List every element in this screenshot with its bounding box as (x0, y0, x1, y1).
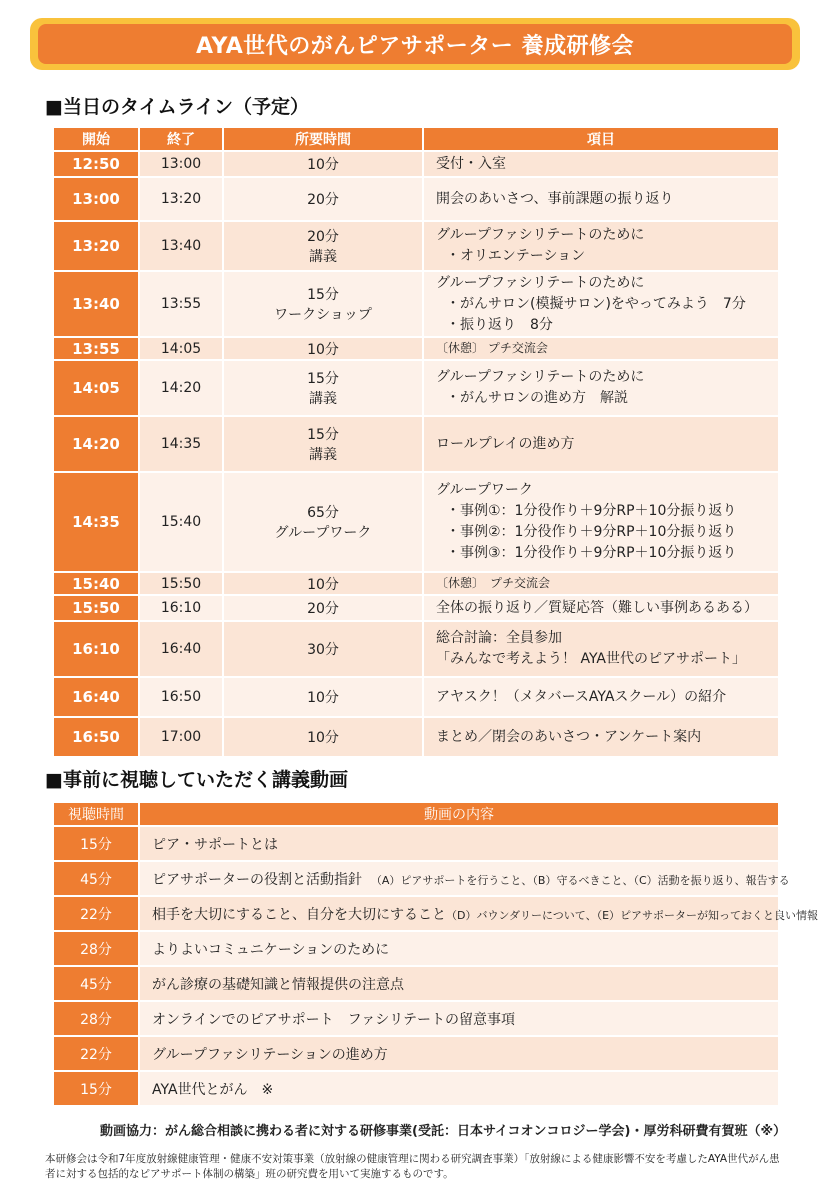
timeline-row (53, 177, 779, 221)
timeline-header-row (53, 127, 779, 151)
video-title: がん診療の基礎知識と情報提供の注意点 (152, 976, 404, 993)
session-type: 講義 (309, 249, 337, 265)
duration-minutes: 10分 (307, 690, 339, 706)
duration-minutes: 20分 (307, 229, 339, 245)
item-sub: ・オリエンテーション (446, 248, 586, 264)
item-title: 受付・入室 (436, 155, 506, 172)
item (423, 595, 779, 621)
duration-minutes: 30分 (307, 642, 339, 658)
timeline-heading: ■当日のタイムライン（予定） (45, 96, 310, 118)
video-duration: 45分 (53, 966, 139, 1001)
header-item: 項目 (423, 127, 779, 151)
video-credit: 動画協力：がん総合相談に携わる者に対する研修事業(受託：日本サイコオンコロジー学会)・厚労科研費有賀班（※） (100, 1124, 787, 1139)
video-duration: 15分 (53, 826, 139, 861)
item-sub: ・振り返り 8分 (446, 316, 553, 333)
duration-minutes: 15分 (307, 427, 339, 443)
duration (223, 271, 423, 337)
video-title: ピア・サポートとは (152, 836, 278, 853)
item (423, 360, 779, 416)
start-time: 14:20 (53, 416, 139, 472)
video-duration: 45分 (53, 861, 139, 896)
item (423, 416, 779, 472)
video-title: 相手を大切にすること、自分を大切にすること (152, 906, 446, 923)
video-description (139, 896, 819, 931)
duration (223, 360, 423, 416)
video-row (53, 966, 779, 1001)
item-title: 全体の振り返り／質疑応答（難しい事例あるある） (436, 599, 758, 616)
start-time: 13:20 (53, 221, 139, 271)
video-row (53, 826, 779, 861)
session-type: 講義 (309, 447, 337, 463)
timeline-row (53, 595, 779, 621)
start-time: 16:40 (53, 677, 139, 717)
start-time: 15:50 (53, 595, 139, 621)
timeline-table (52, 126, 780, 758)
start-time: 13:40 (53, 271, 139, 337)
duration (223, 572, 423, 595)
video-description (139, 826, 779, 861)
item-title: グループファシリテートのために (436, 274, 645, 291)
header-video-content: 動画の内容 (139, 802, 779, 826)
video-row (53, 896, 779, 931)
item (423, 572, 779, 595)
session-type: 講義 (309, 391, 337, 407)
end-time: 13:00 (139, 151, 223, 177)
duration-minutes: 20分 (307, 192, 339, 208)
video-duration: 22分 (53, 1036, 139, 1071)
item (423, 151, 779, 177)
item-sub: ・事例②：1分役作り＋9分RP＋10分振り返り (446, 524, 737, 540)
duration (223, 472, 423, 572)
video-description (139, 861, 790, 896)
item (423, 472, 779, 572)
item-title: グループワーク (436, 482, 533, 498)
item (423, 271, 779, 337)
video-description (139, 931, 779, 966)
video-row (53, 1001, 779, 1036)
start-time: 16:10 (53, 621, 139, 677)
end-time: 14:20 (139, 360, 223, 416)
title-banner (30, 18, 800, 70)
video-duration: 28分 (53, 1001, 139, 1036)
duration (223, 151, 423, 177)
end-time: 15:40 (139, 472, 223, 572)
session-type: グループワーク (274, 525, 372, 541)
session-type: ワークショップ (274, 307, 372, 323)
header-end: 終了 (139, 127, 223, 151)
item-title: 〔休憩〕 プチ交流会 (436, 576, 551, 590)
video-description (139, 1001, 779, 1036)
video-description (139, 966, 779, 1001)
timeline-row (53, 472, 779, 572)
duration-minutes: 20分 (307, 601, 339, 617)
item (423, 177, 779, 221)
item (423, 337, 779, 360)
timeline-row (53, 572, 779, 595)
end-time: 13:55 (139, 271, 223, 337)
timeline-row (53, 677, 779, 717)
duration (223, 595, 423, 621)
item-title: グループファシリテートのために (436, 227, 645, 243)
funding-footnote: 本研修会は令和7年度放射線健康管理・健康不安対策事業（放射線の健康管理に関わる研究調査事業）「放射線による健康影響不安を考慮したAYA世代がん患者に対する包括的なピアサポート体制の構築」班の研究費を用いて実施するものです。 (45, 1153, 780, 1180)
video-row (53, 861, 779, 896)
video-title: AYA世代とがん ※ (152, 1081, 274, 1098)
video-title: ピアサポーターの役割と活動指針 (152, 871, 362, 888)
duration (223, 416, 423, 472)
end-time: 16:40 (139, 621, 223, 677)
item-title: まとめ／閉会のあいさつ・アンケート案内 (436, 728, 702, 745)
duration-minutes: 10分 (307, 157, 339, 173)
duration-minutes: 10分 (307, 341, 339, 358)
start-time: 13:00 (53, 177, 139, 221)
end-time: 16:50 (139, 677, 223, 717)
item-sub: ・事例①：1分役作り＋9分RP＋10分振り返り (446, 503, 737, 519)
video-title: グループファシリテーションの進め方 (152, 1046, 388, 1063)
duration-minutes: 15分 (307, 371, 339, 387)
item-title: 総合討論：全員参加 (436, 630, 562, 646)
end-time: 13:40 (139, 221, 223, 271)
videos-heading: ■事前に視聴していただく講義動画 (45, 769, 348, 791)
start-time: 13:55 (53, 337, 139, 360)
item-sub: ・がんサロンの進め方 解説 (446, 390, 628, 406)
duration-minutes: 15分 (307, 287, 339, 303)
item-sub: 「みんなで考えよう！ AYA世代のピアサポート」 (436, 651, 746, 667)
item-title: 開会のあいさつ、事前課題の振り返り (436, 190, 674, 207)
item-sub: ・事例③：1分役作り＋9分RP＋10分振り返り (446, 545, 737, 561)
item-title: グループファシリテートのために (436, 369, 645, 385)
duration (223, 337, 423, 360)
item-title: アヤスク！（メタバースAYAスクール）の紹介 (436, 688, 727, 705)
duration (223, 177, 423, 221)
timeline-row (53, 151, 779, 177)
video-row (53, 1036, 779, 1071)
video-description (139, 1036, 779, 1071)
duration (223, 621, 423, 677)
duration (223, 221, 423, 271)
timeline-row (53, 717, 779, 757)
end-time: 15:50 (139, 572, 223, 595)
video-row (53, 931, 779, 966)
item (423, 677, 779, 717)
timeline-row (53, 221, 779, 271)
item (423, 621, 779, 677)
timeline-row (53, 416, 779, 472)
videos-table (52, 801, 819, 1107)
videos-header-row (53, 802, 779, 826)
start-time: 16:50 (53, 717, 139, 757)
timeline-row (53, 621, 779, 677)
end-time: 14:35 (139, 416, 223, 472)
video-note: （A）ピアサポートを行うこと、（B）守るべきこと、（C）活動を振り返り、報告する (370, 873, 790, 887)
header-duration: 所要時間 (223, 127, 423, 151)
duration (223, 717, 423, 757)
timeline-row (53, 271, 779, 337)
timeline-row (53, 337, 779, 360)
item-title: 〔休憩〕 プチ交流会 (436, 341, 548, 355)
header-start: 開始 (53, 127, 139, 151)
start-time: 12:50 (53, 151, 139, 177)
video-description (139, 1071, 779, 1106)
video-row (53, 1071, 779, 1106)
end-time: 16:10 (139, 595, 223, 621)
item-sub: ・がんサロン(模擬サロン)をやってみよう 7分 (446, 295, 746, 312)
end-time: 13:20 (139, 177, 223, 221)
item (423, 221, 779, 271)
start-time: 14:05 (53, 360, 139, 416)
item-title: ロールプレイの進め方 (436, 435, 575, 452)
duration-minutes: 10分 (307, 576, 339, 593)
video-note: （D）バウンダリーについて、（E）ピアサポーターが知っておくと良い情報 (446, 908, 819, 922)
duration-minutes: 10分 (307, 730, 339, 746)
duration-minutes: 65分 (307, 505, 339, 521)
start-time: 15:40 (53, 572, 139, 595)
header-watch-time: 視聴時間 (53, 802, 139, 826)
end-time: 14:05 (139, 337, 223, 360)
item (423, 717, 779, 757)
video-duration: 22分 (53, 896, 139, 931)
page-title: AYA世代のがんピアサポーター 養成研修会 (38, 24, 792, 64)
video-duration: 28分 (53, 931, 139, 966)
video-title: オンラインでのピアサポート ファシリテートの留意事項 (152, 1011, 516, 1028)
start-time: 14:35 (53, 472, 139, 572)
timeline-row (53, 360, 779, 416)
end-time: 17:00 (139, 717, 223, 757)
duration (223, 677, 423, 717)
video-title: よりよいコミュニケーションのために (152, 941, 390, 958)
video-duration: 15分 (53, 1071, 139, 1106)
